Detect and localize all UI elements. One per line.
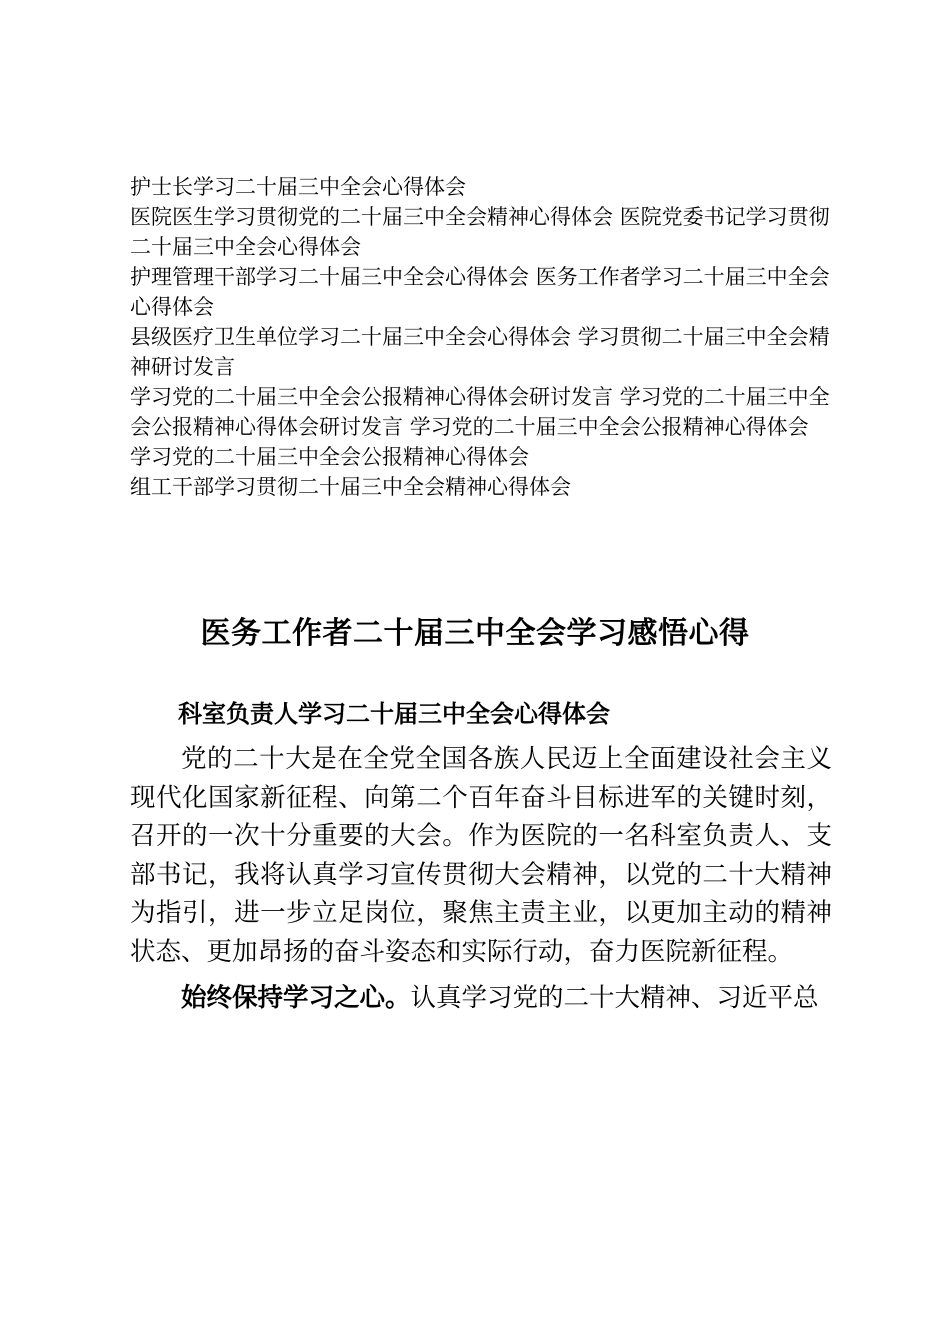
paragraph: 党的二十大是在全党全国各族人民迈上全面建设社会主义现代化国家新征程、向第二个百年奋斗目标进军的关键时刻，召开的一次十分重要的大会。作为医院的一名科室负责人、支部书记，我将认真学习宣传贯彻大会精神，以党的二十大精神为指引，进一步立足岗位，聚焦主责主业，以更加主动的精神状态、更加昂扬的奋斗姿态和实际行动，奋力医院新征程。 — [130, 744, 832, 967]
toc-entry: 医院医生学习贯彻党的二十届三中全会精神心得体会 — [130, 205, 613, 229]
toc-line — [130, 442, 830, 472]
section-heading: 科室负责人学习二十届三中全会心得体会 — [178, 700, 610, 728]
toc-entry: 护理管理干部学习二十届三中全会心得体会 — [130, 265, 529, 289]
toc-line — [130, 172, 830, 202]
toc-entry: 医院党委书记学习贯彻二十届三中全会心得体会 — [130, 205, 830, 259]
toc-line — [130, 472, 830, 502]
paragraph-text: 认真学习党的二十大精神、习近平总 — [410, 983, 819, 1013]
body-text — [130, 740, 832, 1018]
toc-entry: 学习党的二十届三中全会公报精神心得体会 — [130, 445, 529, 469]
toc-line — [130, 262, 830, 322]
toc-entry: 学习党的二十届三中全会公报精神心得体会 — [409, 415, 809, 439]
toc-entry: 护士长学习二十届三中全会心得体会 — [130, 175, 466, 199]
toc-entry: 组工干部学习贯彻二十届三中全会精神心得体会 — [130, 475, 571, 499]
document-title: 医务工作者二十届三中全会学习感悟心得 — [200, 616, 750, 651]
paragraph-lead: 始终保持学习之心。 — [181, 983, 411, 1013]
toc-line — [130, 382, 830, 442]
toc-entry: 县级医疗卫生单位学习二十届三中全会心得体会 — [130, 325, 571, 349]
toc-entry: 学习党的二十届三中全会公报精神心得体会研讨发言 — [130, 385, 613, 409]
toc-line — [130, 322, 830, 382]
toc-entry: 学习贯彻二十届三中全会精神研讨发言 — [130, 325, 830, 379]
toc-entry: 学习党的二十届三中全会公报精神心得体会研讨发言 — [130, 385, 830, 439]
toc-entry: 医务工作者学习二十届三中全会心得体会 — [130, 265, 830, 319]
paragraph — [130, 979, 832, 1018]
toc-line — [130, 202, 830, 262]
related-articles-list — [130, 172, 830, 502]
